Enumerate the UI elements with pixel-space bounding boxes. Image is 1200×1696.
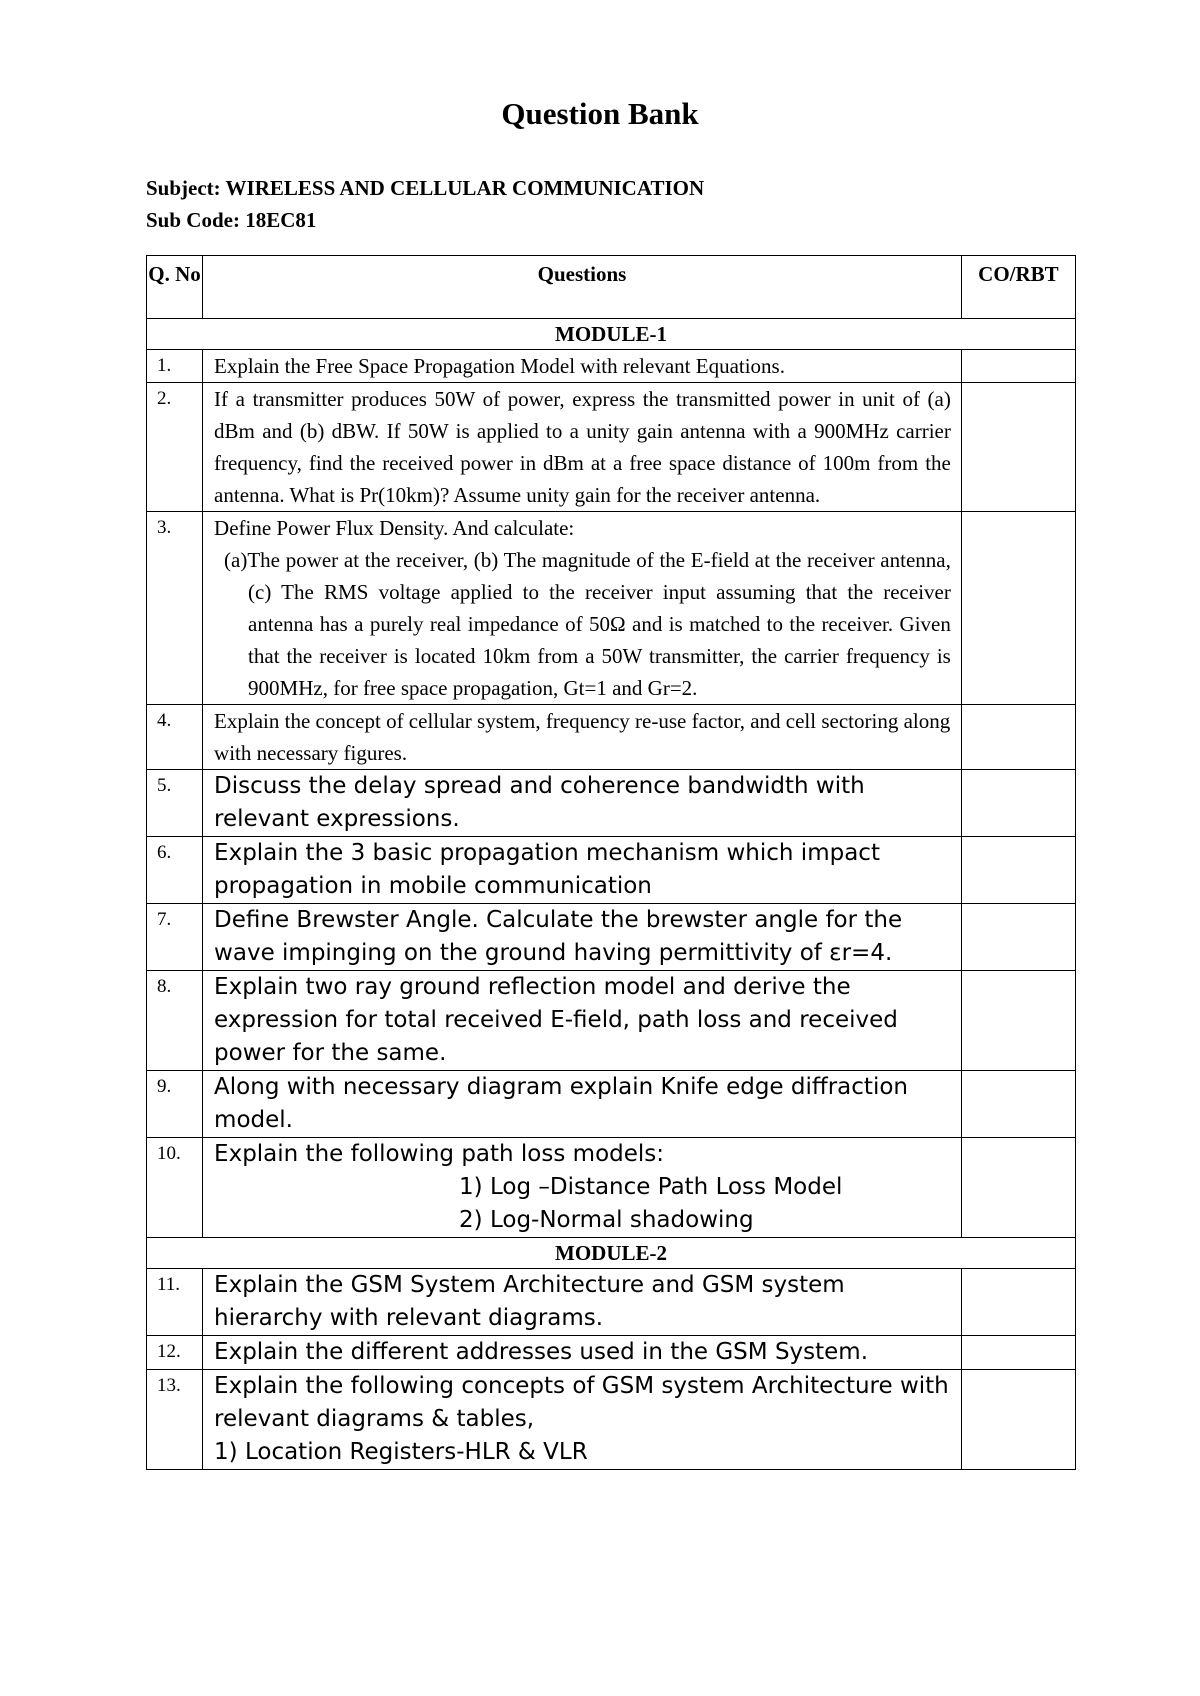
question-text: Explain the different addresses used in the GSM System. <box>203 1336 962 1370</box>
question-number: 13. <box>147 1370 203 1470</box>
header-questions: Questions <box>203 256 962 319</box>
table-row <box>147 1370 1076 1470</box>
co-rbt-cell <box>961 1138 1075 1238</box>
question-text <box>203 512 962 705</box>
table-row <box>147 971 1076 1071</box>
question-text: Explain two ray ground reflection model and derive the expression for total received E-field, path loss and received power for the same. <box>203 971 962 1071</box>
question-text: If a transmitter produces 50W of power, express the transmitted power in unit of (a) dBm and (b) dBW. If 50W is applied to a unity gain antenna with a 900MHz carrier frequency, find the received power in dBm at a free space distance of 100m from the antenna. What is Pr(10km)? Assume unity gain for the receiver antenna. <box>203 383 962 512</box>
question-intro: Explain the following concepts of GSM system Architecture with relevant diagrams & tables, <box>214 1373 949 1432</box>
co-rbt-cell <box>961 512 1075 705</box>
subject-line: Subject: WIRELESS AND CELLULAR COMMUNICATION <box>146 176 705 200</box>
co-rbt-cell <box>961 1370 1075 1470</box>
question-number: 10. <box>147 1138 203 1238</box>
table-row <box>147 770 1076 837</box>
table-row <box>147 383 1076 512</box>
question-item: 2) Log-Normal shadowing <box>459 1207 754 1233</box>
sub-code-line: Sub Code: 18EC81 <box>146 208 317 232</box>
co-rbt-cell <box>961 383 1075 512</box>
question-intro: Define Power Flux Density. And calculate: <box>214 516 575 540</box>
question-text: Along with necessary diagram explain Knife edge diffraction model. <box>203 1071 962 1138</box>
module-row <box>147 1238 1076 1269</box>
question-number: 12. <box>147 1336 203 1370</box>
co-rbt-cell <box>961 1269 1075 1336</box>
co-rbt-cell <box>961 1336 1075 1370</box>
module-label: MODULE-1 <box>147 319 1076 350</box>
table-row <box>147 350 1076 383</box>
co-rbt-cell <box>961 1071 1075 1138</box>
module-row <box>147 319 1076 350</box>
question-number: 5. <box>147 770 203 837</box>
question-text: Explain the Free Space Propagation Model with relevant Equations. <box>203 350 962 383</box>
question-item: 1) Location Registers-HLR & VLR <box>214 1439 588 1465</box>
table-row <box>147 904 1076 971</box>
co-rbt-cell <box>961 904 1075 971</box>
question-parts: (a)The power at the receiver, (b) The magnitude of the E-field at the receiver antenna, (c) The RMS voltage applied to the receiver input assuming that the receiver antenna has a purely real impedance of 50Ω and is matched to the receiver. Given that the receiver is located 10km from a 50W transmitter, the carrier frequency is 900MHz, for free space propagation, Gt=1 and Gr=2. <box>224 548 951 700</box>
table-row <box>147 1269 1076 1336</box>
question-text: Define Brewster Angle. Calculate the brewster angle for the wave impinging on the ground having permittivity of εr=4. <box>203 904 962 971</box>
header-qno: Q. No <box>147 256 203 319</box>
table-row <box>147 1138 1076 1238</box>
question-number: 7. <box>147 904 203 971</box>
co-rbt-cell <box>961 350 1075 383</box>
co-rbt-cell <box>961 837 1075 904</box>
question-text: Explain the GSM System Architecture and GSM system hierarchy with relevant diagrams. <box>203 1269 962 1336</box>
question-text: Explain the concept of cellular system, frequency re-use factor, and cell sectoring along with necessary figures. <box>203 705 962 770</box>
table-row <box>147 1336 1076 1370</box>
question-number: 2. <box>147 383 203 512</box>
question-number: 9. <box>147 1071 203 1138</box>
table-header-row <box>147 256 1076 319</box>
question-text <box>203 1138 962 1238</box>
question-number: 6. <box>147 837 203 904</box>
question-item: 1) Log –Distance Path Loss Model <box>459 1174 843 1200</box>
table-row <box>147 705 1076 770</box>
question-number: 3. <box>147 512 203 705</box>
co-rbt-cell <box>961 971 1075 1071</box>
question-text <box>203 1370 962 1470</box>
module-label: MODULE-2 <box>147 1238 1076 1269</box>
question-number: 11. <box>147 1269 203 1336</box>
question-text: Discuss the delay spread and coherence bandwidth with relevant expressions. <box>203 770 962 837</box>
table-row <box>147 837 1076 904</box>
question-intro: Explain the following path loss models: <box>214 1141 665 1167</box>
page-title: Question Bank <box>501 96 699 131</box>
question-number: 1. <box>147 350 203 383</box>
co-rbt-cell <box>961 770 1075 837</box>
question-number: 4. <box>147 705 203 770</box>
table-row <box>147 512 1076 705</box>
table-row <box>147 1071 1076 1138</box>
header-co-rbt: CO/RBT <box>961 256 1075 319</box>
question-number: 8. <box>147 971 203 1071</box>
question-text: Explain the 3 basic propagation mechanism which impact propagation in mobile communication <box>203 837 962 904</box>
question-table <box>146 255 1076 1470</box>
co-rbt-cell <box>961 705 1075 770</box>
